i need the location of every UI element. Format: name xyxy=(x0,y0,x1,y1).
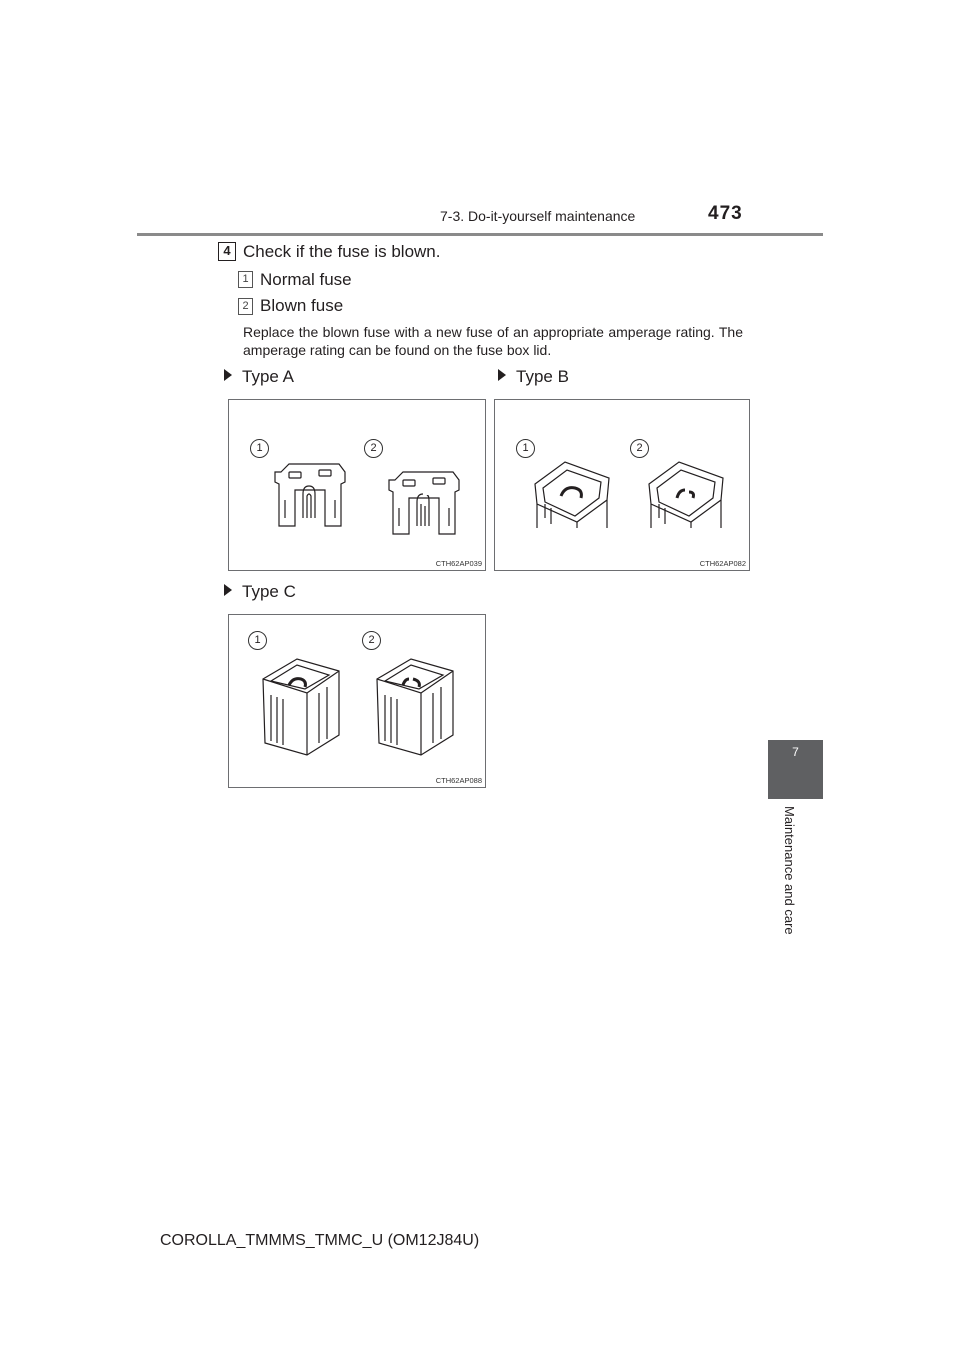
callout-2: 2 xyxy=(364,439,383,458)
item-number-1: 1 xyxy=(238,271,253,288)
step-text: Check if the fuse is blown. xyxy=(243,242,441,261)
step-number-box: 4 xyxy=(218,242,236,261)
figure-code: CTH62AP088 xyxy=(435,776,482,785)
type-c-label: Type C xyxy=(224,582,296,602)
triangle-bullet-icon xyxy=(498,369,506,381)
callout-2: 2 xyxy=(362,631,381,650)
note-text: Replace the blown fuse with a new fuse of an appropriate amperage rating. The amperage rating can be found on the fuse box lid. xyxy=(243,324,743,358)
cartridge-fuse-illustration xyxy=(495,400,751,572)
chapter-title-vertical xyxy=(754,806,797,966)
triangle-bullet-icon xyxy=(224,369,232,381)
figure-code: CTH62AP082 xyxy=(699,559,746,568)
item-number-2: 2 xyxy=(238,298,253,315)
item-label-blown-fuse: Blown fuse xyxy=(260,296,344,315)
chapter-title: Maintenance and care xyxy=(782,806,797,935)
callout-1: 1 xyxy=(250,439,269,458)
callout-1: 1 xyxy=(516,439,535,458)
triangle-bullet-icon xyxy=(224,584,232,596)
page-number: 473 xyxy=(708,203,743,224)
figure-type-b xyxy=(494,399,750,571)
section-header: 7-3. Do-it-yourself maintenance xyxy=(440,208,636,224)
figure-code: CTH62AP039 xyxy=(435,559,482,568)
type-b-label: Type B xyxy=(498,367,569,387)
header-divider xyxy=(137,233,823,236)
footer-model-code: COROLLA_TMMMS_TMMC_U (OM12J84U) xyxy=(160,1232,480,1249)
box-fuse-illustration xyxy=(229,615,487,789)
figure-type-c xyxy=(228,614,486,788)
blade-fuse-illustration xyxy=(229,400,487,572)
item-label-normal-fuse: Normal fuse xyxy=(260,270,352,289)
callout-1: 1 xyxy=(248,631,267,650)
figure-type-a xyxy=(228,399,486,571)
chapter-number: 7 xyxy=(792,745,799,759)
callout-2: 2 xyxy=(630,439,649,458)
type-a-label: Type A xyxy=(224,367,294,387)
